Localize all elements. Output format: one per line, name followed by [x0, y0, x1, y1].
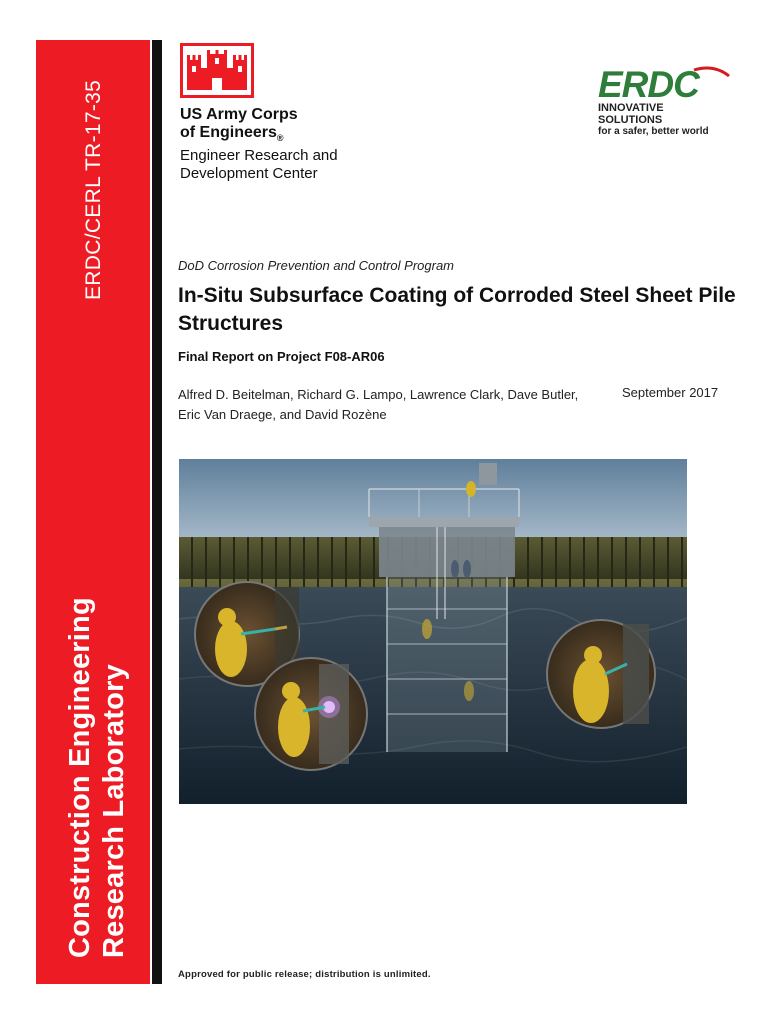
registered-mark: ® — [276, 133, 284, 144]
castle-icon — [183, 46, 251, 95]
usace-line2 — [180, 124, 338, 147]
erdc-tagline2: for a safer, better world — [598, 126, 709, 137]
report-date: September 2017 — [622, 385, 719, 400]
detail-inset-left-bottom — [255, 658, 367, 770]
svg-text:ERDC: ERDC — [598, 66, 699, 102]
usace-line1: US Army Corps — [180, 106, 298, 123]
report-number: ERDC/CERL TR-17-35 — [82, 79, 105, 300]
usace-name — [180, 106, 338, 183]
sidebar-black-rule — [152, 40, 162, 984]
report-title: In-Situ Subsurface Coating of Corroded Steel Sheet Pile Structures — [178, 284, 736, 335]
program-name: DoD Corrosion Prevention and Control Program — [178, 258, 455, 273]
detail-inset-right — [547, 620, 655, 728]
erdc-wordmark — [598, 66, 730, 102]
report-subtitle: Final Report on Project F08-AR06 — [178, 349, 385, 364]
laboratory-name-line2: Research Laboratory — [98, 664, 130, 958]
erdc-logo — [598, 66, 730, 137]
report-authors: Alfred D. Beitelman, Richard G. Lampo, Lawrence Clark, Dave Butler, Eric Van Draege, and David Rozène — [178, 387, 579, 422]
usace-line3: Engineer Research and — [180, 147, 338, 165]
erdc-tagline1: INNOVATIVE SOLUTIONS — [598, 102, 664, 126]
usace-line4: Development Center — [180, 165, 318, 183]
usace-line2-text: of Engineers — [180, 124, 277, 141]
distribution-statement: Approved for public release; distribution is unlimited. — [178, 969, 431, 980]
laboratory-name-line1: Construction Engineering — [64, 597, 96, 958]
usace-castle-logo — [180, 43, 254, 98]
cover-illustration — [179, 459, 687, 804]
